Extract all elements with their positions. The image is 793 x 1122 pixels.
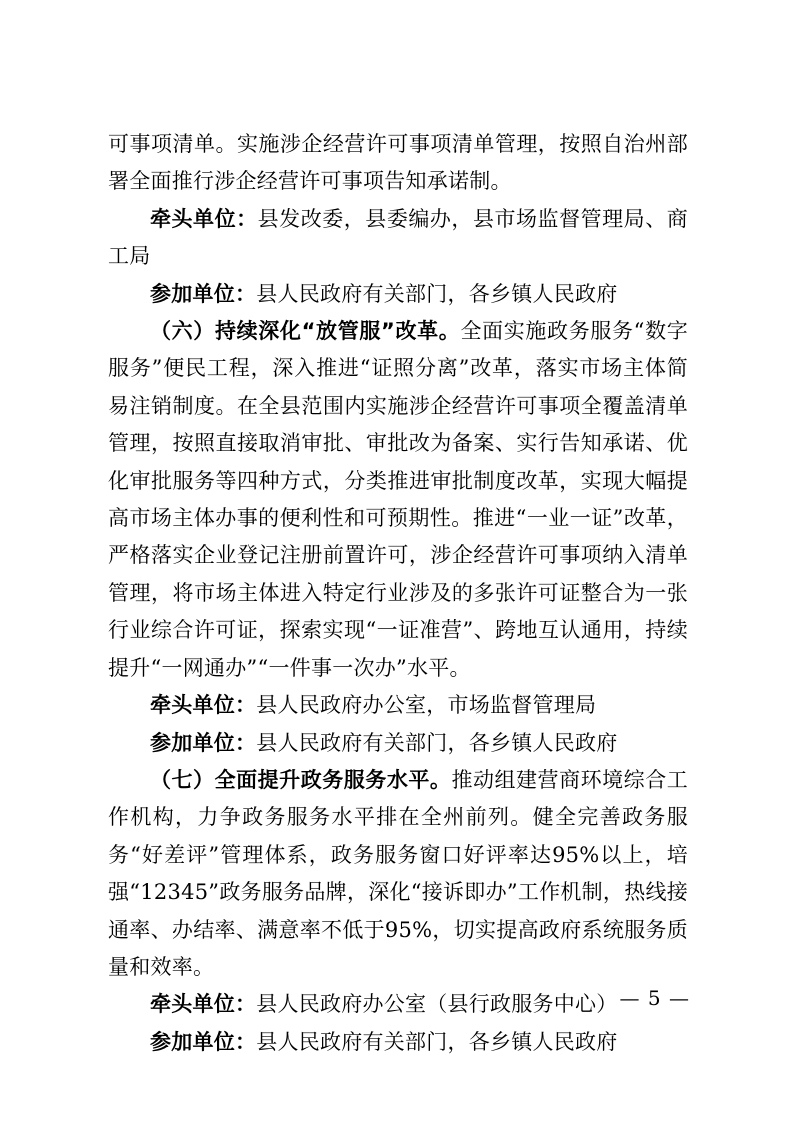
- lead-unit-label: 牵头单位：: [150, 992, 257, 1017]
- participating-unit-line: [108, 276, 688, 313]
- lead-unit-text: 县人民政府办公室（县行政服务中心）: [256, 992, 618, 1017]
- page-number: — 5 —: [619, 986, 690, 1010]
- participating-unit-label: 参加单位：: [150, 730, 257, 755]
- paragraph-continuation: 可事项清单。实施涉企经营许可事项清单管理，按照自治州部署全面推行涉企经营许可事项告知承诺制。: [108, 132, 688, 194]
- lead-unit-text: 县人民政府办公室，市场监督管理局: [256, 693, 597, 718]
- section-six-body: 全面实施政务服务“数字服务”便民工程，深入推进“证照分离”改革，落实市场主体简易注销制度。在全县范围内实施涉企经营许可事项全覆盖清单管理，按照直接取消审批、审批改为备案、实行告知承诺、优化审批服务等四种方式，分类推进审批制度改革，实现大幅提高市场主体办事的便利性和可预期性。推进“一业一证”改革，严格落实企业登记注册前置许可，涉企经营许可事项纳入清单管理，将市场主体进入特定行业涉及的多张许可证整合为一张行业综合许可证，探索实现“一证准营”、跨地互认通用，持续提升“一网通办”“一件事一次办”水平。: [108, 319, 688, 680]
- lead-unit-line: [108, 687, 688, 724]
- lead-unit-label: 牵头单位：: [150, 206, 258, 231]
- participating-unit-line: [108, 725, 688, 762]
- lead-unit-line: [108, 201, 688, 276]
- section-six-paragraph: [108, 313, 688, 687]
- lead-unit-label: 牵头单位：: [150, 693, 257, 718]
- lead-unit-text: 县发改委，县委编办，县市场监督管理局、商工局: [108, 206, 688, 269]
- section-seven-heading: （七）全面提升政务服务水平。: [150, 767, 452, 792]
- participating-unit-text: 县人民政府有关部门，各乡镇人民政府: [256, 730, 618, 755]
- section-seven-paragraph: [108, 762, 688, 986]
- document-body: [108, 126, 688, 1061]
- section-seven-body: 推动组建营商环境综合工作机构，力争政务服务水平排在全州前列。健全完善政务服务“好差评”管理体系，政务服务窗口好评率达95%以上，培强“12345”政务服务品牌，深化“接诉即办”工作机制，热线接通率、办结率、满意率不低于95%，切实提高政府系统服务质量和效率。: [108, 767, 688, 979]
- participating-unit-line: [108, 1024, 688, 1061]
- section-six-heading: （六）持续深化“放管服”改革。: [150, 319, 461, 344]
- participating-unit-text: 县人民政府有关部门，各乡镇人民政府: [256, 281, 618, 306]
- participating-unit-text: 县人民政府有关部门，各乡镇人民政府: [256, 1029, 618, 1054]
- participating-unit-label: 参加单位：: [150, 1029, 257, 1054]
- lead-unit-line: [108, 986, 688, 1023]
- participating-unit-label: 参加单位：: [150, 281, 257, 306]
